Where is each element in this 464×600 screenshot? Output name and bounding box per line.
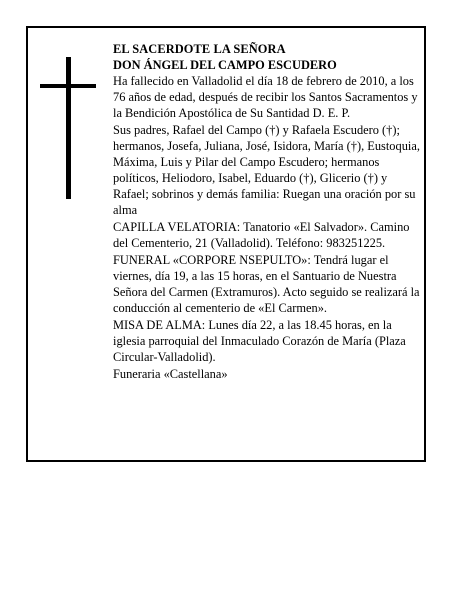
notice-body <box>113 41 423 383</box>
header-line-1: EL SACERDOTE LA SEÑORA <box>113 42 286 56</box>
funeral-home: Funeraria «Castellana» <box>113 367 228 381</box>
death-announcement: Ha fallecido en Valladolid el día 18 de febrero de 2010, a los 76 años de edad, después de recibir los Santos Sacramentos y la Bendición Apostólica de Su Santidad D. E. P. <box>113 74 418 120</box>
family-list: Sus padres, Rafael del Campo (†) y Rafaela Escudero (†); hermanos, Josefa, Juliana, José, Isidora, María (†), Eustoquia, Máxima, Luis y Pilar del Campo Escudero; hermanos políticos, Heliodoro, Isabel, Eduardo (†), Glicerio (†) y Rafael; sobrinos y demás familia: Ruegan una oración por su alma <box>113 123 420 217</box>
cross-vertical-bar <box>66 57 71 199</box>
funeral-info: FUNERAL «CORPORE NSEPULTO»: Tendrá lugar el viernes, día 19, a las 15 horas, en el Santuario de Nuestra Señora del Carmen (Extramuros). Acto seguido se realizará la conducción al cementerio de «El Carmen». <box>113 253 420 315</box>
chapel-info: CAPILLA VELATORIA: Tanatorio «El Salvador». Camino del Cementerio, 21 (Valladolid). Teléfono: 983251225. <box>113 220 410 250</box>
mass-info: MISA DE ALMA: Lunes día 22, a las 18.45 horas, en la iglesia parroquial del Inmaculado Corazón de María (Plaza Circular-Valladolid). <box>113 318 406 364</box>
deceased-name: DON ÁNGEL DEL CAMPO ESCUDERO <box>113 58 337 72</box>
cross-icon <box>40 57 96 199</box>
cross-horizontal-bar <box>40 84 96 88</box>
obituary-notice <box>26 26 426 462</box>
